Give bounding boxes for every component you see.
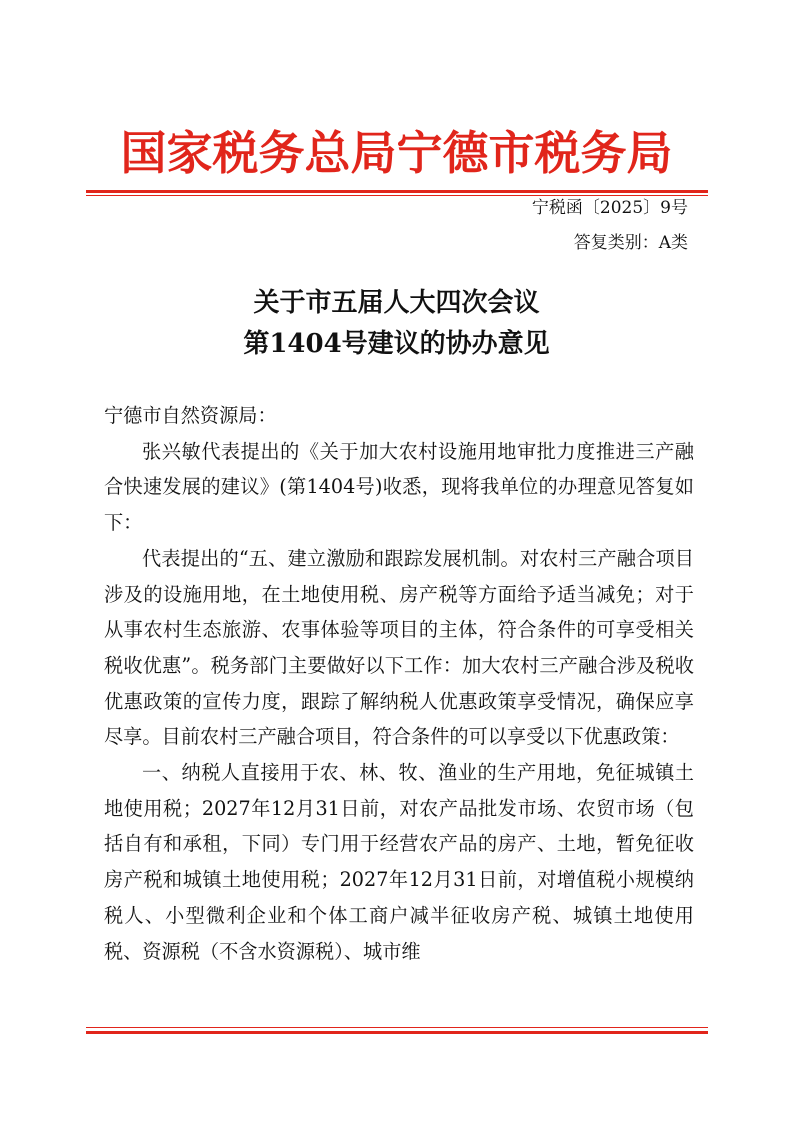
- paragraph-1: 张兴敏代表提出的《关于加大农村设施用地审批力度推进三产融合快速发展的建议》(第1404号)收悉，现将我单位的办理意见答复如下：: [104, 439, 694, 535]
- footer-rule-thick: [86, 1031, 708, 1034]
- org-title: 国家税务总局宁德市税务局: [120, 126, 673, 180]
- paragraph-3: 一、纳税人直接用于农、林、牧、渔业的生产用地，免征城镇土地使用税；2027年12月31日前，对农产品批发市场、农贸市场（包括自有和承租，下同）专门用于经营农产品的房产、土地，暂免征收房产税和城镇土地使用税；2027年12月31日前，对增值税小规模纳税人、小型微利企业和个体工商户减半征收房产税、城镇土地使用税、资源税（不含水资源税）、城市维: [104, 761, 694, 963]
- addressee: 宁德市自然资源局：: [104, 404, 277, 427]
- footer-rule-thin: [86, 1027, 708, 1028]
- header-rule-thick: [86, 190, 708, 193]
- letter-body: [104, 398, 694, 969]
- header-rule-thin: [86, 195, 708, 196]
- reply-category: 答复类别：A类: [573, 233, 688, 253]
- subject-line-1: 关于市五届人大四次会议: [253, 288, 540, 318]
- document-number: 宁税函〔2025〕9号: [531, 198, 688, 218]
- subject-line-2: 第1404号建议的协办意见: [243, 329, 550, 359]
- paragraph-2: 代表提出的“五、建立激励和跟踪发展机制。对农村三产融合项目涉及的设施用地，在土地使用税、房产税等方面给予适当减免；对于从事农村生态旅游、农事体验等项目的主体，符合条件的可享受相关税收优惠”。税务部门主要做好以下工作：加大农村三产融合涉及税收优惠政策的宣传力度，跟踪了解纳税人优惠政策享受情况，确保应享尽享。目前农村三产融合项目，符合条件的可以享受以下优惠政策：: [104, 546, 694, 749]
